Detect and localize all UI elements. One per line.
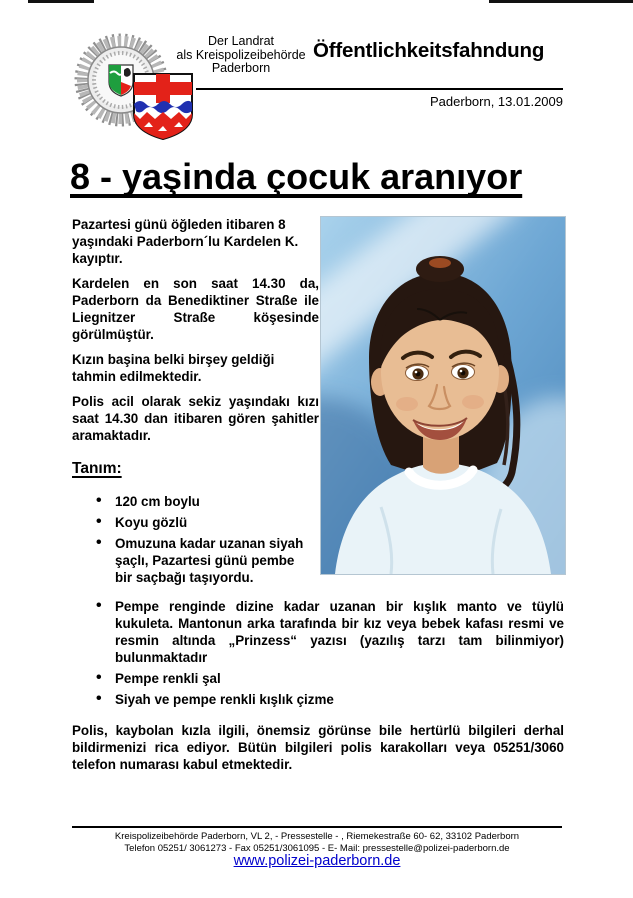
list-item: • Pempe renginde dizine kadar uzanan bir kışlık manto ve tüylü kukuleta. Mantonun arka tarafında bir kız veya bebek kafası resmi ve resmin altında „Prinzess“ yazısı (yazılış tarzı tam bilinmiyor) bulunmaktadır (72, 598, 564, 666)
description-heading: Tanım: (72, 460, 122, 477)
scan-artifact (28, 0, 94, 3)
website-link[interactable]: www.polizei-paderborn.de (233, 853, 401, 869)
nrw-shield-icon (109, 65, 133, 96)
description-list-full (72, 598, 564, 708)
footer-address-line: Kreispolizeibehörde Paderborn, VL 2, - Pressestelle - , Riemekestraße 60- 62, 33102 Paderborn (114, 831, 520, 842)
description-list (72, 493, 319, 586)
body-paragraph: Kardelen en son saat 14.30 da, Paderborn da Benediktiner Straße ile Liegnitzer Straße köşesinde görülmüştür. (72, 276, 319, 342)
text-photo-columns (72, 216, 564, 590)
footer (72, 826, 562, 869)
authority-line: als Kreispolizeibehörde (176, 47, 306, 62)
main-content (72, 216, 564, 773)
issuing-authority (163, 35, 319, 76)
authority-line: Der Landrat (207, 34, 274, 48)
body-paragraph: Kızın başina belki birşey geldiği tahmin edilmektedir. (72, 352, 275, 384)
list-item: • Koyu gözlü (72, 514, 319, 531)
description-column (72, 216, 319, 590)
list-item: • Omuzuna kadar uzanan siyah şaçlı, Pazartesi günü pembe bir saçbağı taşıyordu. (72, 535, 319, 586)
authority-line: Paderborn (211, 61, 271, 75)
list-item: • Siyah ve pempe renkli kışlık çizme (72, 691, 564, 708)
list-item: • Pempe renkli şal (72, 670, 564, 687)
page-title: 8 - yaşinda çocuk aranıyor (70, 156, 523, 197)
body-paragraph: Pazartesi günü öğleden itibaren 8 yaşındaki Paderborn´lu Kardelen K. kayıptır. (72, 217, 299, 266)
body-paragraph: Polis acil olarak sekiz yaşındakı kızı saat 14.30 dan itibaren gören şahitler aramaktadır. (72, 394, 319, 443)
list-item: • 120 cm boylu (72, 493, 319, 510)
header-rule (196, 88, 563, 90)
missing-child-photo (320, 216, 566, 575)
footer-contact-line: Telefon 05251/ 3061273 - Fax 05251/3061095 - E- Mail: pressestelle@polizei-paderborn.de (124, 842, 510, 854)
closing-paragraph: Polis, kaybolan kızla ilgili, önemsiz görünse bile hertürlü bilgileri derhal bildirmenizi rica ediyor. Bütün bilgileri polis karakolları veya 05251/3060 telefon numarası kabul etmektedir. (72, 723, 564, 772)
scan-artifact (489, 0, 633, 3)
paderborn-shield-icon (134, 74, 192, 139)
dateline: Paderborn, 13.01.2009 (430, 94, 563, 109)
document-type-heading: Öffentlichkeitsfahndung (313, 39, 545, 62)
